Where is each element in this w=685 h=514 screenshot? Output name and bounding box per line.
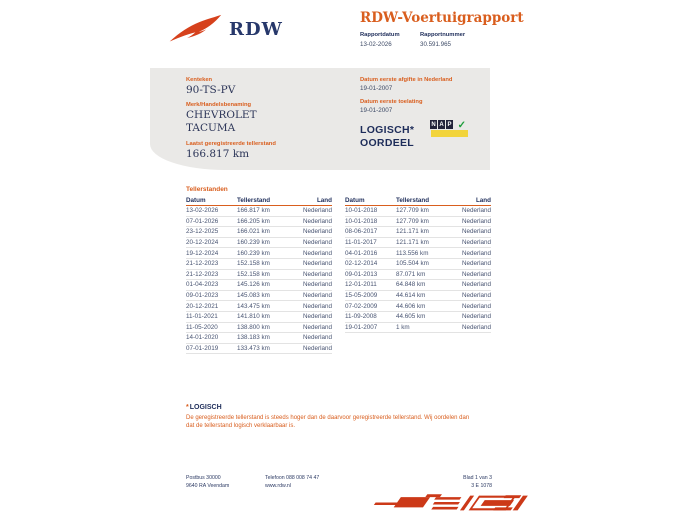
footnote-asterisk: * — [186, 404, 189, 411]
afgifte-label: Datum eerste afgifte in Nederland — [360, 77, 453, 83]
footer-phone: Telefoon 088 008 74 47 — [265, 475, 320, 481]
cell-datum: 21-12-2023 — [186, 260, 219, 268]
cell-datum: 07-02-2009 — [345, 302, 378, 310]
tellerstanden-table-left — [186, 196, 332, 354]
nap-yellow-bar — [431, 130, 468, 137]
footnote-title-text: LOGISCH — [189, 404, 222, 411]
cell-datum: 04-01-2016 — [345, 249, 378, 257]
cell-tellerstand: 127.709 km — [396, 217, 429, 225]
laatste-tellerstand-label: Laatst geregistreerde tellerstand — [186, 141, 276, 147]
rdw-logo-text: RDW — [229, 18, 283, 40]
cell-datum: 07-01-2026 — [186, 217, 219, 225]
cell-land: Nederland — [302, 334, 332, 342]
cell-tellerstand: 87.071 km — [396, 270, 426, 278]
report-number-label: Rapportnummer — [420, 32, 466, 38]
cell-tellerstand: 127.709 km — [396, 207, 429, 215]
cell-land: Nederland — [302, 323, 332, 331]
cell-datum: 01-04-2023 — [186, 281, 219, 289]
cell-datum: 19-12-2024 — [186, 249, 219, 257]
table-row — [186, 280, 332, 291]
table-row — [186, 227, 332, 238]
cell-tellerstand: 145.126 km — [237, 281, 270, 289]
vehicle-summary-panel — [150, 68, 490, 170]
table-row — [186, 248, 332, 259]
nap-letter-p: P — [447, 121, 452, 128]
footer-form-code: 3 E 1078 — [471, 483, 492, 489]
table-row — [345, 206, 491, 217]
cell-tellerstand: 121.171 km — [396, 239, 429, 247]
table-row — [186, 323, 332, 334]
cell-tellerstand: 166.021 km — [237, 228, 270, 236]
merk-label: Merk/Handelsbenaming — [186, 102, 252, 108]
header-land: Land — [316, 197, 332, 204]
table-row — [186, 344, 332, 355]
header-datum: Datum — [186, 197, 206, 204]
merk-value: CHEVROLET — [186, 109, 257, 121]
cell-datum: 19-01-2007 — [345, 323, 378, 331]
cell-land: Nederland — [302, 270, 332, 278]
tellerstanden-title: Tellerstanden — [186, 186, 228, 193]
table-row — [186, 312, 332, 323]
cell-datum: 09-01-2013 — [345, 270, 378, 278]
cell-tellerstand: 141.810 km — [237, 313, 270, 321]
report-number-block — [420, 32, 480, 48]
cell-tellerstand: 113.556 km — [396, 249, 429, 257]
nap-letter-a: A — [439, 121, 444, 128]
cell-datum: 07-01-2019 — [186, 345, 219, 353]
footnote-title — [186, 404, 476, 411]
table-row — [186, 291, 332, 302]
cell-datum: 21-12-2023 — [186, 270, 219, 278]
table-header — [345, 196, 491, 206]
cell-datum: 02-12-2014 — [345, 260, 378, 268]
cell-land: Nederland — [461, 281, 491, 289]
cell-land: Nederland — [461, 260, 491, 268]
cell-tellerstand: 105.504 km — [396, 260, 429, 268]
cell-tellerstand: 160.239 km — [237, 239, 270, 247]
cell-datum: 10-01-2018 — [345, 217, 378, 225]
footer-address-line1: Postbus 30000 — [186, 475, 221, 481]
table-header — [186, 196, 332, 206]
report-date-value: 13-02-2026 — [360, 41, 392, 48]
table-row — [345, 217, 491, 228]
report-number-value: 30.591.965 — [420, 41, 451, 48]
table-row — [345, 227, 491, 238]
table-row — [345, 270, 491, 281]
cell-datum: 13-02-2026 — [186, 207, 219, 215]
footer-address — [186, 474, 229, 490]
tellerstanden-table-right — [345, 196, 491, 333]
cell-tellerstand: 152.158 km — [237, 260, 270, 268]
header-land: Land — [475, 197, 491, 204]
cell-land: Nederland — [302, 345, 332, 353]
cell-land: Nederland — [461, 207, 491, 215]
logisch-footnote — [186, 404, 476, 431]
header-datum: Datum — [345, 197, 365, 204]
cell-datum: 20-12-2021 — [186, 302, 219, 310]
cell-land: Nederland — [461, 302, 491, 310]
nap-logo — [430, 120, 468, 137]
table-row — [186, 270, 332, 281]
table-row — [345, 301, 491, 312]
cell-tellerstand: 121.171 km — [396, 228, 429, 236]
table-row — [186, 333, 332, 344]
cell-tellerstand: 44.605 km — [396, 313, 426, 321]
cell-land: Nederland — [302, 217, 332, 225]
table-row — [186, 206, 332, 217]
table-row — [345, 280, 491, 291]
cell-datum: 08-06-2017 — [345, 228, 378, 236]
header-tellerstand: Tellerstand — [396, 197, 430, 204]
cell-tellerstand: 44.606 km — [396, 302, 426, 310]
nap-letter-n: N — [431, 121, 436, 128]
table-row — [186, 238, 332, 249]
cell-tellerstand: 145.083 km — [237, 292, 270, 300]
header-tellerstand: Tellerstand — [237, 197, 271, 204]
cell-tellerstand: 133.473 km — [237, 345, 270, 353]
kenteken-label: Kenteken — [186, 77, 213, 83]
footer-website: www.rdw.nl — [265, 483, 291, 489]
footnote-body: De geregistreerde tellerstand is steeds hoger dan de daarvoor geregistreerde tellerstand. Wij oordelen dan dat de tellerstand logisch verklaarbaar is. — [186, 415, 470, 430]
table-row — [186, 217, 332, 228]
table-row — [345, 248, 491, 259]
cell-tellerstand: 138.183 km — [237, 334, 270, 342]
cell-tellerstand: 138.800 km — [237, 323, 270, 331]
table-row — [345, 312, 491, 323]
cell-land: Nederland — [461, 292, 491, 300]
rdw-wing-icon — [168, 12, 222, 46]
afgifte-value: 19-01-2007 — [360, 85, 393, 92]
cell-land: Nederland — [302, 228, 332, 236]
oordeel-line2: OORDEEL — [360, 137, 415, 149]
cell-tellerstand: 166.205 km — [237, 217, 270, 225]
cell-datum: 11-05-2020 — [186, 323, 218, 331]
kenteken-value: 90-TS-PV — [186, 84, 236, 96]
cell-land: Nederland — [302, 239, 332, 247]
report-meta — [360, 32, 480, 48]
cell-datum: 20-12-2024 — [186, 239, 219, 247]
laatste-tellerstand-value: 166.817 km — [186, 148, 250, 160]
cell-land: Nederland — [461, 217, 491, 225]
model-value: TACUMA — [186, 122, 236, 134]
cell-land: Nederland — [461, 313, 491, 321]
cell-datum: 14-01-2020 — [186, 334, 219, 342]
cell-land: Nederland — [302, 313, 332, 321]
tellerstanden-section — [186, 186, 492, 354]
cell-land: Nederland — [302, 207, 332, 215]
cell-datum: 11-09-2008 — [345, 313, 377, 321]
cell-land: Nederland — [302, 260, 332, 268]
cell-land: Nederland — [461, 228, 491, 236]
table-row — [186, 301, 332, 312]
cell-datum: 12-01-2011 — [345, 281, 377, 289]
cell-datum: 11-01-2017 — [345, 239, 377, 247]
table-row — [345, 291, 491, 302]
table-row — [345, 238, 491, 249]
cell-tellerstand: 160.239 km — [237, 249, 270, 257]
page-title: RDW-Voertuigrapport — [360, 10, 524, 26]
cell-land: Nederland — [302, 281, 332, 289]
table-row — [186, 259, 332, 270]
report-date-label: Rapportdatum — [360, 32, 400, 38]
cell-tellerstand: 143.475 km — [237, 302, 270, 310]
cell-tellerstand: 1 km — [396, 323, 410, 331]
toelating-label: Datum eerste toelating — [360, 99, 423, 105]
cell-datum: 15-05-2009 — [345, 292, 378, 300]
cell-land: Nederland — [461, 239, 491, 247]
cell-tellerstand: 152.158 km — [237, 270, 270, 278]
cell-tellerstand: 44.614 km — [396, 292, 426, 300]
toelating-value: 19-01-2007 — [360, 107, 393, 114]
cell-land: Nederland — [302, 249, 332, 257]
cell-tellerstand: 166.817 km — [237, 207, 270, 215]
cell-land: Nederland — [461, 270, 491, 278]
cell-land: Nederland — [302, 302, 332, 310]
cell-land: Nederland — [461, 323, 491, 331]
cell-tellerstand: 64.848 km — [396, 281, 426, 289]
footer-contact — [265, 474, 319, 490]
footer-address-line2: 9640 RA Veendam — [186, 483, 230, 489]
nap-letters — [430, 120, 453, 129]
footer-page-info — [432, 474, 492, 490]
cell-land: Nederland — [302, 292, 332, 300]
nap-checkmark-icon: ✓ — [457, 120, 466, 131]
speedlines-graphic-icon — [372, 493, 538, 513]
oordeel-line1: LOGISCH* — [360, 124, 415, 136]
report-date-block — [360, 32, 420, 48]
cell-datum: 09-01-2023 — [186, 292, 219, 300]
cell-land: Nederland — [461, 249, 491, 257]
table-row — [345, 259, 491, 270]
footer-page-number: Blad 1 van 3 — [463, 475, 492, 481]
cell-datum: 11-01-2021 — [186, 313, 218, 321]
cell-datum: 23-12-2025 — [186, 228, 219, 236]
rdw-logo — [168, 12, 283, 46]
table-row — [345, 323, 491, 334]
cell-datum: 10-01-2018 — [345, 207, 378, 215]
